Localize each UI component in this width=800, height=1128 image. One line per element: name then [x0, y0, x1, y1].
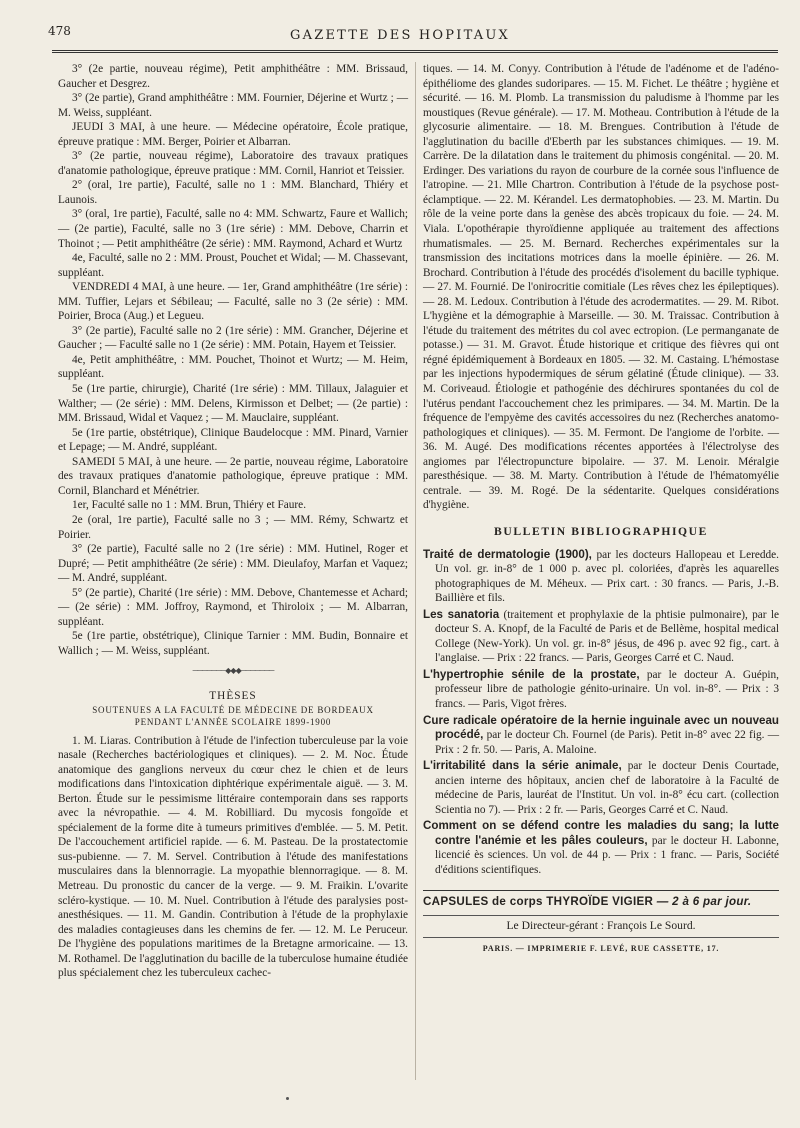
schedule-paragraph: SAMEDI 5 MAI, à une heure. — 2e partie, nouveau régime, Laboratoire des travaux pratiques d'anatomie pathologique, épreuve pratique : MM. Cornil, Blanchard et Ménétrier. [58, 455, 408, 497]
header-rule [52, 50, 778, 53]
schedule-paragraph: 3° (2e partie), Grand amphithéâtre : MM. Fournier, Déjerine et Wurtz ; — M. Weiss, suppléant. [58, 92, 408, 119]
schedule-paragraph: 4e, Petit amphithéâtre, : MM. Pouchet, Thoinot et Wurtz; — M. Heim, suppléant. [58, 353, 408, 381]
schedule-paragraph: 5e (1re partie, obstétrique), Clinique Tarnier : MM. Budin, Bonnaire et Wallich ; — M. Weiss, suppléant. [58, 630, 408, 657]
book-title: L'irritabilité dans la série animale, [423, 759, 622, 773]
schedule-paragraph: 1er, Faculté salle no 1 : MM. Brun, Thiéry et Faure. [72, 499, 307, 512]
book-details: par le docteur A. Guépin, professeur libre de pathologie génito-urinaire. Un vol. in-8°. — Prix : 3 francs. — Paris, Vigot frères. [435, 668, 779, 710]
bibliography-entry [423, 668, 779, 712]
book-details: par le docteur Ch. Fournel (de Paris). Petit in-8° avec 22 fig. — Prix : 2 fr. 50. — Paris, A. Maloine. [435, 729, 779, 756]
book-details: par le docteur H. Labonne, licencié ès sciences. Un vol. de 44 p. — Prix : 1 franc. — Paris, Société d'éditions scientifiques. [435, 834, 779, 876]
schedule-paragraph: 3° (oral, 1re partie), Faculté, salle no 4: MM. Schwartz, Faure et Wallich; — (2e partie), Faculté, salle no 3 (1re série) : MM. Debove, Charrin et Thoinot ; — Petit amphithéâtre (2e série) : MM. Raymond, Achard et Wurtz [58, 208, 408, 250]
page-mark [286, 1097, 289, 1100]
theses-subtitle: SOUTENUES A LA FACULTÉ DE MÉDECINE DE BORDEAUX [92, 704, 374, 715]
schedule-paragraph: 3° (2e partie, nouveau régime), Petit amphithéâtre : MM. Brissaud, Gaucher et Desgrez. [58, 63, 408, 90]
section-ornament: ───────◆◆◆─────── [192, 666, 274, 676]
schedule-paragraph: 3° (2e partie), Faculté salle no 2 (1re série) : MM. Hutinel, Roger et Dupré; — Petit amphithéâtre (2e série) : MM. Dieulafoy, Marfan et Vaquez; — M. André, suppléant. [58, 543, 408, 585]
printer-imprint: PARIS. — IMPRIMERIE F. LEVÉ, RUE CASSETTE, 17. [482, 943, 720, 953]
thyroid-advert [423, 890, 779, 910]
book-details: par les docteurs Hallopeau et Leredde. Un vol. gr. in-8° de 1 000 p. avec pl. coloriées, d'après les aquarelles photographiques de M. Méheux. — Prix cart. : 30 francs. — Paris, J.-B. Baillière et fils. [435, 548, 779, 605]
bibliography-entry [423, 548, 779, 606]
book-title: Traité de dermatologie (1900), [423, 547, 592, 561]
schedule-paragraph: 3° (2e partie, nouveau régime), Laboratoire des travaux pratiques d'anatomie pathologique, épreuve pratique : MM. Cornil, Hanriot et Teissier. [58, 150, 408, 177]
schedule-paragraph: 2e (oral, 1re partie), Faculté salle no 3 ; — MM. Rémy, Schwartz et Poirier. [58, 513, 408, 541]
bibliography-entry [423, 714, 779, 758]
schedule-paragraph: VENDREDI 4 MAI, à une heure. — 1er, Grand amphithéâtre (1re série) : MM. Tuffier, Lejars et Sébileau; — Faculté, salle no 3 (2e série) : MM. Poirier, Broca (Aug.) et Legueu. [58, 281, 408, 323]
director-signature: Le Directeur-gérant : François Le Sourd. [423, 915, 779, 938]
advert-dose: — 2 à 6 par jour. [656, 894, 752, 908]
bibliography-list [423, 548, 779, 878]
exam-schedule [58, 62, 408, 658]
advert-label: CAPSULES de corps THYROÏDE VIGIER [423, 894, 654, 908]
book-title: Cure radicale opératoire de la hernie inguinale avec un nouveau procédé, [423, 713, 779, 742]
schedule-paragraph: 4e, Faculté, salle no 2 : MM. Proust, Pouchet et Widal; — M. Chassevant, suppléant. [58, 252, 408, 279]
schedule-paragraph: JEUDI 3 MAI, à une heure. — Médecine opératoire, École pratique, épreuve pratique : MM. Berger, Poirier et Albarran. [58, 121, 408, 148]
schedule-paragraph: 2° (oral, 1re partie), Faculté, salle no 1 : MM. Blanchard, Thiéry et Launois. [58, 179, 408, 206]
schedule-paragraph: 5e (1re partie, obstétrique), Clinique Baudelocque : MM. Pinard, Varnier et Lepage; — M. André, suppléant. [58, 426, 408, 454]
page-number: 478 [48, 24, 71, 38]
book-title: L'hypertrophie sénile de la prostate, [423, 667, 640, 681]
book-details: par le docteur Denis Courtade, ancien interne des hôpitaux, ancien chef de laboratoire à la Faculté de médecine de Paris, lauréat de l'Institut. Un vol. in-8° écu cart. (collection Scientia no 7). — Prix : 2 fr. — Paris, Georges Carré et C. Naud. [435, 760, 779, 816]
theses-title: THÈSES [209, 689, 257, 702]
book-title: Comment on se défend contre les maladies du sang; la lutte contre l'anémie et les pâles couleurs, [423, 819, 779, 847]
theses-list: 1. M. Liaras. Contribution à l'étude de l'infection tuberculeuse par la voie nasale (Recherches bactériologiques et cliniques). — 2. M. Noc. Étude anatomique des ganglions nerveux du cœur chez le chien et de leurs modifications dans l'intoxication diphtérique expérimentale aiguë. — 3. M. Berton. Étude sur le pessimisme littéraire contemporain dans ses rapports avec la névropathie. — 4. M. Robilliard. Du mycosis fongoïde et spécialement de la forme dite à tumeurs primitives d'emblée. — 5. M. Petit. De l'accouchement artificiel rapide. — 6. M. Pasteau. De la prostatectomie sus-pubienne. — 7. M. Servel. Contribution à l'étude des manifestations musculaires dans la blennorragie. La myopathie blennorragique. — 8. M. Metreau. Du pronostic du cancer de la verge. — 9. M. Fraikin. L'ovarite scléro-kystique. — 10. M. Nuel. Contribution à l'étude des paralysies post-anesthésiques. — 11. M. Gandin. Contribution à l'étude de la prophylaxie des maladies contagieuses dans les chemins de fer. — 12. M. Le Peruceur. De l'hygiène des populations maritimes de la Bretagne armoricaine. — 13. M. Rothamel. De l'agglutination du bacille de la tuberculose humaine étudiée plus spécialement chez les tuberculeux cachec- [58, 734, 408, 980]
bibliography-entry [423, 759, 779, 817]
bibliography-entry [423, 608, 779, 666]
column-divider [415, 62, 416, 1080]
right-column [423, 62, 779, 956]
schedule-paragraph: 5e (1re partie, chirurgie), Charité (1re série) : MM. Tillaux, Jalaguier et Walther; — (2e série) : MM. Delens, Kirmisson et Delbet; — (2e partie) : MM. Brissaud, Widal et Vaquez ; — M. Mauclaire, suppléant. [58, 383, 408, 425]
theses-year: PENDANT L'ANNÉE SCOLAIRE 1899-1900 [134, 716, 332, 727]
bibliography-entry [423, 819, 779, 877]
bulletin-title: BULLETIN BIBLIOGRAPHIQUE [494, 524, 708, 538]
running-title: GAZETTE DES HOPITAUX [290, 28, 510, 43]
schedule-paragraph: 3° (2e partie), Faculté salle no 2 (1re série) : MM. Grancher, Déjerine et Gaucher ; — Faculté salle no 1 (2e série) : MM. Potain, Hayem et Teissier. [58, 324, 408, 352]
book-details: (traitement et prophylaxie de la phtisie pulmonaire), par le docteur S. A. Knopf, de la Faculté de Paris et de Bellème, hospital medical College (New-York). Un vol. gr. in-8° jésus, de 496 p. avec 92 fig., cart. à l'anglaise. — Prix : 22 francs. — Paris, Georges Carré et C. Naud. [435, 608, 780, 665]
theses-list-continued: tiques. — 14. M. Conyy. Contribution à l'étude de l'adénome et de l'adéno-épithéliome des glandes sudoripares. — 15. M. Fichet. Le théâtre ; hygiène et sécurité. — 16. M. Plomb. La transmission du paludisme à l'homme par les moustiques (Revue générale). — 17. M. Motheau. Contribution à l'étude de la glycosurie alimentaire. — 18. M. Brengues. Contribution à l'étude de l'agglutination du bacille d'Eberth par les substances chimiques. — 19. M. Carrère. De la dilatation dans le traitement du phimosis congénital. — 20. M. Erdinger. Des variations du rayon de courbure de la cornée sous l'influence de l'atropine. — 21. Mlle Chartron. Contribution à l'étude de la psychose post-éclamptique. — 22. M. Kérandel. Les dermatophobies. — 23. M. Martin. Du rôle de la veine porte dans la genèse des abcès tropicaux du foie. — 24. M. Viala. L'opothérapie thyroïdienne appliquée au traitement des affections rhumatismales. — 25. M. Bernard. Recherches expérimentales sur la transmission des incitations motrices dans la moelle épinière. — 26. M. Brochard. Contribution à l'étude des procédés d'isolement du bacille typhique. — 27. M. Fournié. De l'onirocritie comitiale (Les rêves chez les épileptiques). — 28. M. Ledoux. Contribution à l'étude des acrodermatites. — 29. M. Ribot. L'hygiène et la démographie à Marseille. — 30. M. Traissac. Contribution à l'étude du traitement des métrites du col avec ectropion. (Le permanganate de potasse.) — 31. M. Gravot. Étude historique et critique des fièvres qui ont régné épidémiquement à Bordeaux en 1805. — 32. M. Castaing. L'hémostase par les injections hypodermiques de sérum gélatiné (Étude clinique). — 33. M. Coriveaud. Étiologie et pathogénie des déchirures spontanées du col de l'utérus pendant l'accouchement chez les primipares. — 34. M. Martin. De la fréquence de l'empyème des cavités accessoires du nez (Recherches anatomo-pathologiques et cliniques). — 35. M. Fermont. De l'angiome de l'orbite. — 36. M. Augé. Des modifications récentes apportées à l'électrolyse des angiomes par l'électropuncture bipolaire. — 37. M. Lenoir. Méralgie paresthésique. — 38. M. Marty. Contribution à l'étude de l'hématomyélie centrale. — 39. M. Rogé. De la sédentarite. Quelques considérations d'hygiène. [423, 63, 779, 512]
schedule-paragraph: 5° (2e partie), Charité (1re série) : MM. Debove, Chantemesse et Achard; — (2e série) : MM. Joffroy, Raymond, et Thiroloix ; — M. Albarran, suppléant. [58, 586, 408, 628]
left-column [58, 62, 408, 981]
book-title: Les sanatoria [423, 607, 500, 621]
